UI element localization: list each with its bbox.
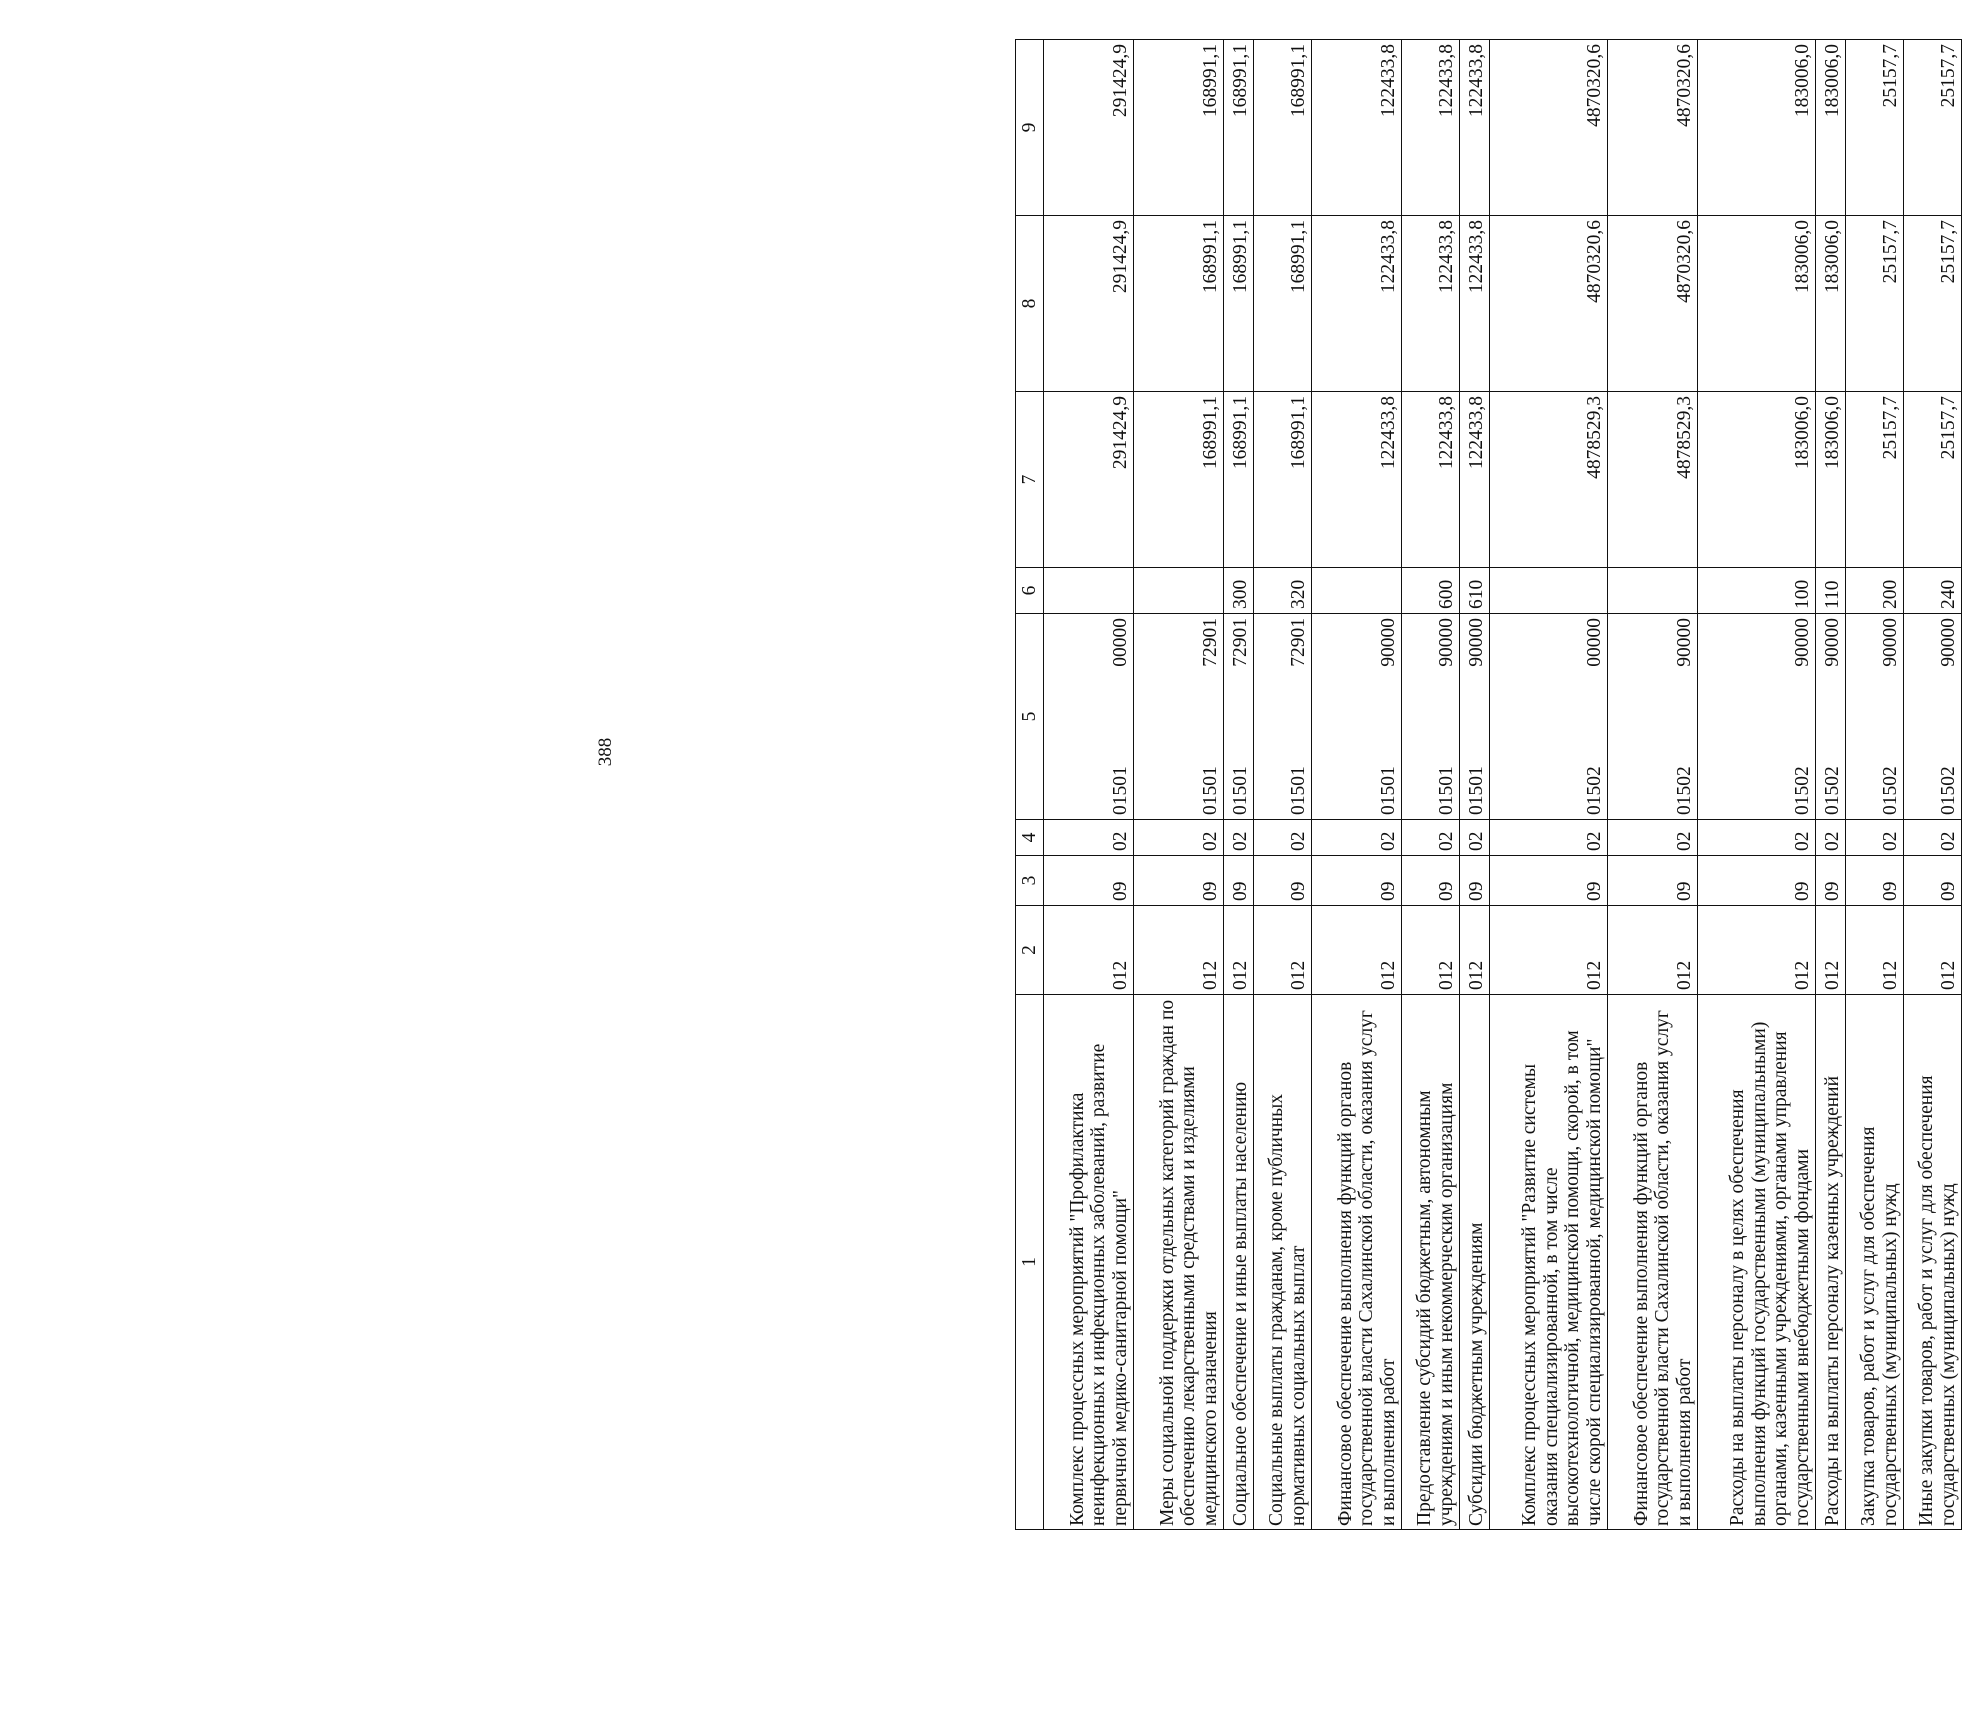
cell-col7: 122433,8 [1402,392,1460,568]
cell-col5-program: 01501 [1436,766,1458,815]
cell-col5-program: 01501 [1110,766,1132,815]
cell-col7: 4878529,3 [1490,392,1608,568]
cell-col6 [1608,568,1698,614]
cell-col5-direction: 90000 [1378,618,1400,667]
cell-col5 [1044,614,1134,820]
cell-col8: 168991,1 [1224,216,1254,392]
cell-col5-direction: 90000 [1792,618,1814,667]
row-name: Иные закупки товаров, работ и услуг для обеспечения государственных (муниципальных) нужд [1904,995,1962,1530]
cell-col2: 012 [1312,906,1402,995]
cell-col3: 09 [1254,856,1312,906]
cell-col5 [1134,614,1224,820]
cell-col8: 122433,8 [1312,216,1402,392]
cell-col9: 25157,7 [1904,40,1962,216]
table-row [1608,40,1698,1530]
cell-col8: 4870320,6 [1608,216,1698,392]
cell-col6: 110 [1816,568,1846,614]
cell-col5-direction: 72901 [1288,618,1310,667]
row-name: Закупка товаров, работ и услуг для обеспечения государственных (муниципальных) нужд [1846,995,1904,1530]
cell-col9: 122433,8 [1312,40,1402,216]
cell-col4: 02 [1134,820,1224,856]
cell-col2: 012 [1904,906,1962,995]
table-row [1904,40,1962,1530]
cell-col2: 012 [1490,906,1608,995]
cell-col7: 168991,1 [1224,392,1254,568]
cell-col5-program: 01502 [1938,766,1960,815]
cell-col6: 240 [1904,568,1962,614]
cell-col7: 25157,7 [1846,392,1904,568]
cell-col4: 02 [1608,820,1698,856]
cell-col5-direction: 90000 [1880,618,1902,667]
cell-col8: 4870320,6 [1490,216,1608,392]
row-name: Социальные выплаты гражданам, кроме публичных нормативных социальных выплат [1254,995,1312,1530]
cell-col3: 09 [1816,856,1846,906]
cell-col8: 183006,0 [1698,216,1816,392]
cell-col2: 012 [1224,906,1254,995]
row-name: Предоставление субсидий бюджетным, автономным учреждениям и иным некоммерческим организациям [1402,995,1460,1530]
cell-col5 [1460,614,1490,820]
cell-col6: 300 [1224,568,1254,614]
cell-col2: 012 [1402,906,1460,995]
cell-col5 [1816,614,1846,820]
cell-col5-direction: 90000 [1436,618,1458,667]
cell-col4: 02 [1402,820,1460,856]
cell-col5 [1254,614,1312,820]
cell-col8: 25157,7 [1846,216,1904,392]
row-name: Комплекс процессных мероприятий "Развитие системы оказания специализированной, в том числе высокотехнологичной, медицинской помощи, скорой, в том числе скорой специализированной, медицинской помощи" [1490,995,1608,1530]
cell-col5-program: 01501 [1378,766,1400,815]
cell-col5-program: 01501 [1466,766,1488,815]
cell-col9: 122433,8 [1402,40,1460,216]
cell-col4: 02 [1044,820,1134,856]
cell-col5-direction: 90000 [1466,618,1488,667]
cell-col4: 02 [1846,820,1904,856]
table-row [1044,40,1134,1530]
cell-col6 [1312,568,1402,614]
cell-col6: 100 [1698,568,1816,614]
cell-col2: 012 [1698,906,1816,995]
cell-col5-program: 01502 [1792,766,1814,815]
cell-col7: 122433,8 [1312,392,1402,568]
cell-col9: 4870320,6 [1608,40,1698,216]
row-name: Субсидии бюджетным учреждениям [1460,995,1490,1530]
cell-col9: 183006,0 [1816,40,1846,216]
page-number: 388 [595,737,616,767]
cell-col2: 012 [1816,906,1846,995]
cell-col7: 25157,7 [1904,392,1962,568]
cell-col4: 02 [1312,820,1402,856]
cell-col5-direction: 72901 [1230,618,1252,667]
column-header: 9 [1016,40,1044,216]
cell-col5 [1904,614,1962,820]
column-header: 6 [1016,568,1044,614]
cell-col3: 09 [1224,856,1254,906]
header-row [1016,40,1044,1530]
cell-col3: 09 [1134,856,1224,906]
cell-col5 [1608,614,1698,820]
cell-col2: 012 [1846,906,1904,995]
cell-col5 [1846,614,1904,820]
row-name: Расходы на выплаты персоналу в целях обеспечения выполнения функций государственными (муниципальными) органами, казенными учреждениями, органами управления государственными внебюджетными фондами [1698,995,1816,1530]
cell-col9: 168991,1 [1224,40,1254,216]
cell-col4: 02 [1816,820,1846,856]
column-header: 1 [1016,995,1044,1530]
cell-col5 [1224,614,1254,820]
cell-col4: 02 [1254,820,1312,856]
cell-col7: 168991,1 [1254,392,1312,568]
cell-col5-program: 01501 [1230,766,1252,815]
cell-col7: 122433,8 [1460,392,1490,568]
cell-col9: 168991,1 [1134,40,1224,216]
table-row [1254,40,1312,1530]
cell-col5-program: 01502 [1822,766,1844,815]
cell-col5-program: 01501 [1200,766,1222,815]
budget-table [1015,39,1962,1530]
row-name: Финансовое обеспечение выполнения функций органов государственной власти Сахалинской области, оказания услуг и выполнения работ [1608,995,1698,1530]
cell-col3: 09 [1490,856,1608,906]
cell-col9: 122433,8 [1460,40,1490,216]
cell-col2: 012 [1608,906,1698,995]
cell-col6: 600 [1402,568,1460,614]
cell-col3: 09 [1608,856,1698,906]
cell-col8: 122433,8 [1402,216,1460,392]
cell-col2: 012 [1254,906,1312,995]
cell-col6 [1490,568,1608,614]
cell-col5-direction: 90000 [1938,618,1960,667]
row-name: Расходы на выплаты персоналу казенных учреждений [1816,995,1846,1530]
column-header: 4 [1016,820,1044,856]
cell-col3: 09 [1044,856,1134,906]
table-row [1490,40,1608,1530]
cell-col6 [1044,568,1134,614]
cell-col8: 168991,1 [1254,216,1312,392]
row-name: Социальное обеспечение и иные выплаты населению [1224,995,1254,1530]
row-name: Меры социальной поддержки отдельных категорий граждан по обеспечению лекарственными средствами и изделиями медицинского назначения [1134,995,1224,1530]
cell-col5-program: 01502 [1880,766,1902,815]
cell-col3: 09 [1402,856,1460,906]
cell-col8: 183006,0 [1816,216,1846,392]
cell-col7: 168991,1 [1134,392,1224,568]
cell-col4: 02 [1698,820,1816,856]
cell-col3: 09 [1312,856,1402,906]
table-row [1816,40,1846,1530]
cell-col7: 291424,9 [1044,392,1134,568]
cell-col7: 183006,0 [1698,392,1816,568]
cell-col4: 02 [1460,820,1490,856]
cell-col5 [1402,614,1460,820]
cell-col5-direction: 72901 [1200,618,1222,667]
cell-col3: 09 [1698,856,1816,906]
cell-col5-direction: 90000 [1822,618,1844,667]
cell-col5 [1698,614,1816,820]
cell-col3: 09 [1460,856,1490,906]
cell-col9: 291424,9 [1044,40,1134,216]
cell-col9: 4870320,6 [1490,40,1608,216]
cell-col6 [1134,568,1224,614]
column-header: 3 [1016,856,1044,906]
cell-col4: 02 [1904,820,1962,856]
cell-col2: 012 [1134,906,1224,995]
cell-col8: 122433,8 [1460,216,1490,392]
cell-col8: 168991,1 [1134,216,1224,392]
cell-col8: 25157,7 [1904,216,1962,392]
cell-col9: 168991,1 [1254,40,1312,216]
cell-col6: 610 [1460,568,1490,614]
row-name: Финансовое обеспечение выполнения функций органов государственной власти Сахалинской области, оказания услуг и выполнения работ [1312,995,1402,1530]
table-row [1846,40,1904,1530]
cell-col5-direction: 90000 [1674,618,1696,667]
cell-col3: 09 [1846,856,1904,906]
table-row [1698,40,1816,1530]
cell-col7: 183006,0 [1816,392,1846,568]
table-row [1460,40,1490,1530]
cell-col8: 291424,9 [1044,216,1134,392]
cell-col2: 012 [1460,906,1490,995]
cell-col5-program: 01502 [1584,766,1606,815]
row-name: Комплекс процессных мероприятий "Профилактика неинфекционных и инфекционных заболеваний, развитие первичной медико-санитарной помощи" [1044,995,1134,1530]
cell-col2: 012 [1044,906,1134,995]
table-row [1224,40,1254,1530]
cell-col5 [1312,614,1402,820]
column-header: 8 [1016,216,1044,392]
cell-col3: 09 [1904,856,1962,906]
table-row [1402,40,1460,1530]
column-header: 7 [1016,392,1044,568]
cell-col9: 183006,0 [1698,40,1816,216]
table-row [1134,40,1224,1530]
column-header: 5 [1016,614,1044,820]
column-header: 2 [1016,906,1044,995]
cell-col5-program: 01502 [1674,766,1696,815]
cell-col5 [1490,614,1608,820]
rotated-table-container [1015,40,1960,1530]
cell-col6: 320 [1254,568,1312,614]
cell-col5-direction: 00000 [1110,618,1132,667]
cell-col5-program: 01501 [1288,766,1310,815]
cell-col4: 02 [1224,820,1254,856]
table-row [1312,40,1402,1530]
cell-col7: 4878529,3 [1608,392,1698,568]
cell-col9: 25157,7 [1846,40,1904,216]
cell-col4: 02 [1490,820,1608,856]
cell-col5-direction: 00000 [1584,618,1606,667]
cell-col6: 200 [1846,568,1904,614]
